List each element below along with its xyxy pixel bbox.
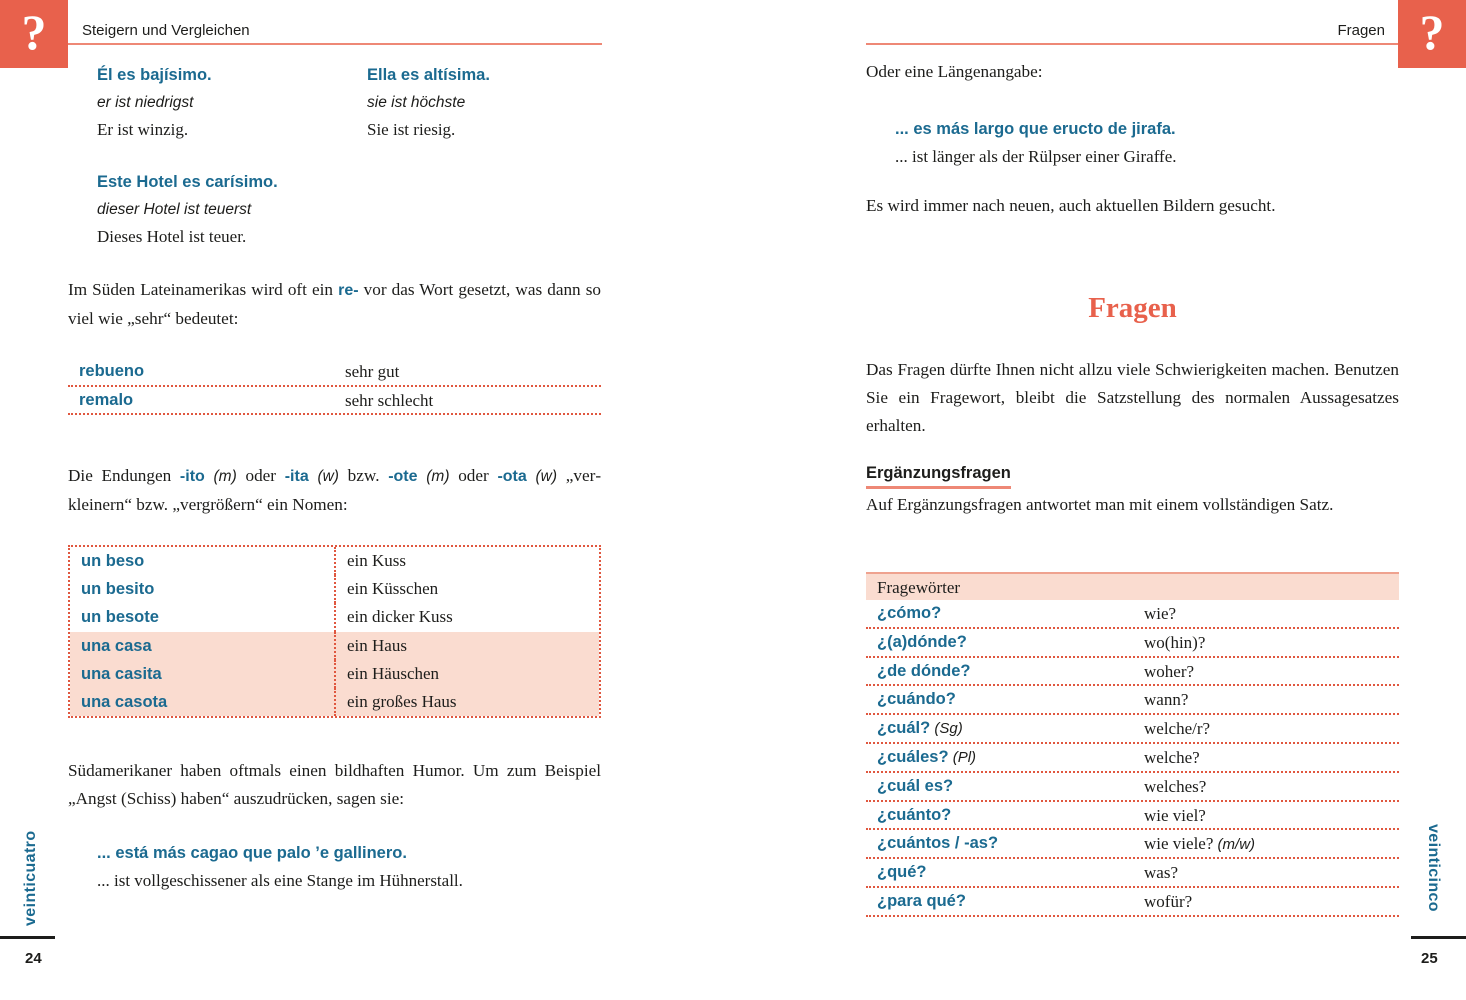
table-row [866,773,1399,802]
footer-rule-left [0,936,55,939]
german-meaning: woher? [1144,661,1195,681]
header-rule-right [866,43,1398,45]
vertical-page-word-right: veinticinco [1425,824,1442,912]
german-meaning: wo(hin)? [1144,632,1206,652]
running-head-right: Fragen [1337,22,1385,39]
german-meaning: welche/r? [1144,719,1211,739]
german-meaning: ein Kuss [334,547,599,575]
table-row [70,632,599,660]
spanish-question-word: ¿cuál es? [877,776,954,795]
spanish-word: un beso [81,552,145,570]
spanish-phrase: Ella es altísima. [367,66,490,84]
paragraph-humor: Südamerikaner haben oftmals einen bildhaften Humor. Um zum Beispiel „Angst (Schiss) haben“ auszudrücken, sagen sie: [68,761,601,808]
text-segment: Die Endungen [68,466,180,485]
table-row [70,660,599,688]
table-body [866,600,1399,917]
literal-translation: sie ist höchste [367,94,466,111]
text-segment: „verkleinern“ bzw. „vergrößern“ ein Nomen: [68,466,602,514]
spanish-word: un besote [81,608,159,627]
table-row [70,603,599,631]
spanish-phrase: Él es bajísimo. [97,66,212,84]
text-segment: vor das Wort gesetzt, was dann so viel wie „sehr“ bedeutet: [68,280,602,328]
re-words-table [68,358,601,415]
subhead-wrap [866,464,1011,489]
example-cagao [97,839,463,895]
german-translation: ... ist vollgeschissener als eine Stange im Hühnerstall. [97,871,463,890]
text-segment [527,466,536,485]
question-mark-glyph: ? [21,4,47,60]
spanish-question-word: ¿cuánto? [877,805,952,824]
german-meaning: sehr schlecht [345,390,434,410]
page-number-left: 24 [25,950,42,967]
spanish-word: rebueno [79,362,145,380]
table-row [68,358,601,387]
diminutive-table [68,545,601,718]
table-row [70,547,599,575]
paragraph-re-prefix [68,276,601,333]
table-row [866,859,1399,888]
example-pair-col2 [367,62,490,143]
spanish-question-word: ¿cuáles? [877,747,949,766]
spanish-question-word: ¿para qué? [877,891,966,910]
spanish-question-word: ¿cuál? [877,719,931,738]
german-meaning: welches? [1144,776,1207,796]
spanish-word: una casa [81,636,152,655]
german-meaning: wie viel? [1144,805,1206,825]
example-pair-col1 [97,62,212,143]
header-rule-left [68,43,602,45]
highlight-term: -ita [284,468,309,485]
footer-rule-right [1411,936,1466,939]
paragraph-fragen: Das Fragen dürfte Ihnen nicht allzu viele Schwierigkeiten machen. Benutzen Sie ein Fragewort, bleibt die Satzstellung des normalen Aussagesatzes erhalten. [866,360,1399,435]
spanish-question-word: ¿(a)dónde? [877,632,967,651]
german-meaning: wofür? [1144,891,1193,911]
table-row [866,658,1399,687]
question-words-table [866,572,1399,917]
subhead-ergaenzungsfragen: Ergänzungsfragen [866,464,1011,489]
spanish-question-word: ¿cómo? [877,604,942,622]
table-row [866,600,1399,629]
literal-translation: er ist niedrigst [97,94,194,111]
spanish-phrase: ... es más largo que eructo de jirafa. [895,120,1176,138]
german-meaning: was? [1144,863,1178,883]
german-translation: Sie ist riesig. [367,120,456,139]
german-meaning: ein Haus [334,632,599,660]
german-translation: Er ist winzig. [97,120,189,139]
grammar-note: (Sg) [930,720,963,738]
paragraph-endings [68,462,601,519]
spanish-question-word: ¿cuántos / -as? [877,834,999,853]
table-row [866,888,1399,917]
text-segment: oder [449,466,498,485]
german-meaning: wie? [1144,604,1177,623]
table-row [866,802,1399,831]
german-meaning: ein großes Haus [334,688,599,716]
highlight-term: -ota [497,468,527,485]
note-line: Es wird immer nach neuen, auch aktuellen Bildern gesucht. [866,196,1276,215]
highlight-term: (w) [535,468,558,485]
spanish-word: un besito [81,580,155,599]
grammar-note: (Pl) [948,748,977,766]
running-head-left: Steigern und Vergleichen [82,22,250,39]
highlight-term: (w) [317,468,339,485]
question-icon-left [0,0,68,68]
example-jirafa [895,115,1177,171]
question-mark-glyph: ? [1419,4,1445,60]
german-meaning: ein dicker Kuss [334,603,599,631]
vertical-page-word-left: veinticuatro [22,830,39,926]
spanish-question-word: ¿qué? [877,863,927,882]
text-segment: bzw. [338,466,389,485]
text-segment: oder [236,466,285,485]
text-segment: Im Süden Lateinamerikas wird oft ein [68,280,339,299]
spanish-question-word: ¿cuándo? [877,690,956,709]
german-translation: Dieses Hotel ist teuer. [97,227,247,246]
grammar-note: (m/w) [1213,836,1256,854]
german-meaning: ein Häuschen [334,660,599,688]
german-translation: ... ist länger als der Rülpser einer Giraffe. [895,147,1177,166]
german-meaning: welche? [1144,747,1200,767]
table-row [68,387,601,416]
highlight-term: (m) [426,468,450,485]
table-row [70,575,599,603]
highlight-term: -ito [179,468,205,485]
spanish-question-word: ¿de dónde? [877,661,971,680]
spanish-word: una casota [81,692,168,711]
highlight-term: (m) [213,468,237,485]
literal-translation: dieser Hotel ist teuerst [97,201,252,218]
table-row [70,688,599,716]
german-meaning: wie viele? (m/w) [1144,834,1256,854]
german-meaning: wann? [1144,690,1189,710]
highlight-term: -ote [388,468,418,485]
table-row [866,715,1399,744]
german-meaning: sehr gut [345,362,400,381]
table-header: Fragewörter [866,572,1399,600]
table-row [866,686,1399,715]
page-number-right: 25 [1421,950,1438,967]
spanish-phrase: ... está más cagao que palo ’e gallinero. [97,844,407,862]
intro-line: Oder eine Längenangabe: [866,62,1043,81]
table-row [866,744,1399,773]
highlight-term: re- [338,282,359,299]
table-row [866,830,1399,859]
spanish-word: remalo [79,390,134,409]
german-meaning: ein Küsschen [334,575,599,603]
example-hotel [97,169,278,250]
question-icon-right [1398,0,1466,68]
text-segment [418,466,427,485]
section-title: Fragen [1088,292,1177,324]
table-row [866,629,1399,658]
spanish-phrase: Este Hotel es carísimo. [97,173,278,191]
text-segment [205,466,214,485]
paragraph-ergaenzung: Auf Ergänzungsfragen antwortet man mit einem vollständigen Satz. [866,495,1334,514]
spanish-word: una casita [81,664,162,683]
